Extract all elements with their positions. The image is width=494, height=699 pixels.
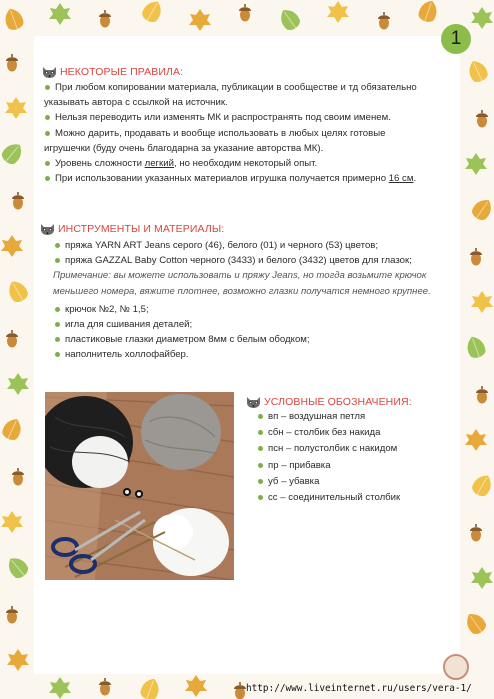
legend-list <box>256 409 456 506</box>
bullet-dot <box>55 243 60 248</box>
raccoon-icon <box>42 66 57 78</box>
bullet-dot <box>45 131 50 136</box>
list-item <box>256 441 456 457</box>
list-item <box>53 238 448 253</box>
list-item <box>53 347 448 362</box>
tool-text: пряжа GAZZAL Baby Cotton черного (3433) и белого (3432) цветов для глазок; <box>65 255 412 267</box>
raccoon-icon <box>40 223 55 235</box>
list-item <box>53 332 448 347</box>
list-item <box>44 110 444 125</box>
rules-list <box>44 80 444 186</box>
list-item <box>256 425 456 441</box>
legend-text: уб – убавка <box>268 475 320 487</box>
difficulty-level: легкий <box>144 158 174 170</box>
rules-section-title <box>42 66 183 78</box>
list-item-continuation <box>44 141 444 156</box>
list-item <box>44 126 444 141</box>
legend-text: сс – соединительный столбик <box>268 492 401 504</box>
rule-text: игрушечки (буду очень благодарна за указание авторства МК). <box>44 142 324 154</box>
legend-text: вп – воздушная петля <box>268 411 366 422</box>
raccoon-icon <box>246 396 261 408</box>
legend-title-text: УСЛОВНЫЕ ОБОЗНАЧЕНИЯ: <box>264 396 412 408</box>
bullet-dot <box>258 463 263 468</box>
note-text: Примечание: вы можете использовать и пряжу Jeans, но тогда возьмите крючок <box>53 270 427 282</box>
list-item <box>44 156 444 171</box>
list-item <box>256 474 456 490</box>
list-item <box>44 80 444 95</box>
toy-size: 16 см <box>388 173 414 185</box>
list-item <box>44 171 444 186</box>
rules-title-text: НЕКОТОРЫЕ ПРАВИЛА: <box>60 66 184 78</box>
rule-text: . <box>413 173 417 185</box>
list-item <box>256 409 456 425</box>
bullet-dot <box>45 85 50 90</box>
note-text: меньшего номера, вяжите плотнее, возможно глазки получатся немного крупнее. <box>53 285 431 297</box>
legend-text: псн – полустолбик с накидом <box>268 443 398 455</box>
legend-text: сбн – столбик без накида <box>268 427 381 439</box>
list-item <box>256 490 456 506</box>
note-line <box>53 284 448 299</box>
bullet-dot <box>258 479 263 484</box>
bullet-dot <box>45 161 50 166</box>
rule-text: При любом копировании материала, публикации в сообществе и тд обязательно <box>55 82 417 93</box>
tool-text: игла для сшивания деталей; <box>65 319 193 331</box>
bullet-dot <box>55 337 60 342</box>
rule-text: Нельзя переводить или изменять МК и распространять под своим именем. <box>55 112 391 124</box>
bullet-dot <box>55 307 60 312</box>
list-item <box>256 458 456 474</box>
tool-text: пластиковые глазки диаметром 8мм с белым ободком; <box>65 334 310 346</box>
rule-text: Можно дарить, продавать и вообще использовать в любых целях готовые <box>55 127 386 139</box>
rule-text: указывать автора с ссылкой на источник. <box>44 97 228 109</box>
tools-section-title <box>40 223 224 235</box>
bullet-dot <box>45 115 50 120</box>
bullet-dot <box>55 352 60 357</box>
bullet-dot <box>55 322 60 327</box>
tool-text: крючок №2, № 1,5; <box>65 303 149 315</box>
legend-text: пр – прибавка <box>268 459 331 471</box>
legend-section-title <box>246 396 412 408</box>
bullet-dot <box>258 446 263 451</box>
list-item <box>53 253 448 268</box>
page-number-badge: 1 <box>441 24 471 54</box>
rule-text: При использовании указанных материалов игрушка получается примерно <box>55 173 389 185</box>
source-url[interactable]: http://www.liveinternet.ru/users/vera-1/ <box>246 683 472 694</box>
bullet-dot <box>258 495 263 500</box>
rule-text: Уровень сложности <box>55 158 145 170</box>
list-item <box>53 302 448 317</box>
tool-text: пряжа YARN ART Jeans серого (46), белого (01) и черного (53) цветов; <box>65 240 379 251</box>
rule-text: , но необходим некоторый опыт. <box>173 158 318 170</box>
list-item-continuation <box>44 95 444 110</box>
tools-list <box>53 238 448 363</box>
bullet-dot <box>258 430 263 435</box>
note-line <box>53 268 448 283</box>
author-logo-stamp <box>443 654 469 680</box>
materials-photo <box>45 392 234 580</box>
tools-title-text: ИНСТРУМЕНТЫ И МАТЕРИАЛЫ: <box>58 223 225 235</box>
bullet-dot <box>45 176 50 181</box>
bullet-dot <box>55 258 60 263</box>
list-item <box>53 317 448 332</box>
bullet-dot <box>258 414 263 419</box>
tool-text: наполнитель холлофайбер. <box>65 349 189 361</box>
